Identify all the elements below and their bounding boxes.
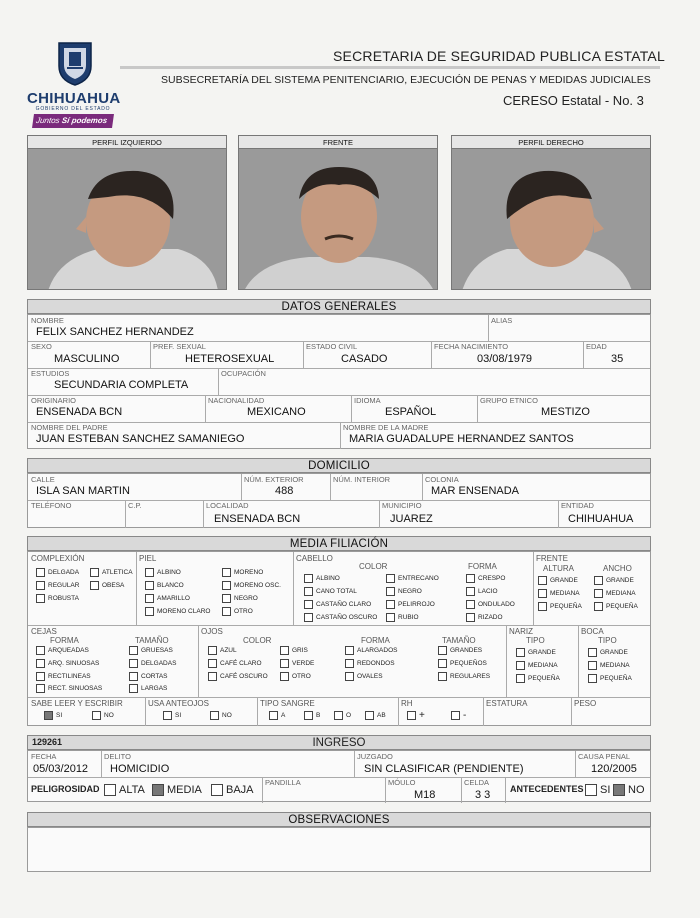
- cabello-albino[interactable]: ALBINO: [304, 574, 340, 583]
- ingreso-panel: [27, 750, 651, 802]
- idioma-value: ESPAÑOL: [385, 406, 437, 418]
- antecedentes-label: ANTECEDENTES: [510, 784, 584, 794]
- nariz-grande[interactable]: GRANDE: [516, 648, 556, 657]
- calle-value: ISLA SAN MARTIN: [36, 485, 130, 497]
- cejas-forma-heading: FORMA: [50, 636, 79, 645]
- media-filiacion-panel: [27, 551, 651, 726]
- estado-civil-value: CASADO: [341, 353, 388, 365]
- entidad-value: CHIHUAHUA: [568, 513, 634, 525]
- sangre-ab[interactable]: AB: [365, 711, 386, 720]
- piel-moreno-claro[interactable]: MORENO CLARO: [145, 607, 210, 616]
- cejas-cortas[interactable]: CORTAS: [129, 672, 168, 681]
- calle-label: CALLE: [31, 475, 55, 484]
- domicilio-panel: [27, 473, 651, 528]
- ojos-otro[interactable]: OTRO: [280, 672, 311, 681]
- nariz-tipo-heading: TIPO: [526, 636, 545, 645]
- frente-altura-pequena[interactable]: PEQUEÑA: [538, 602, 582, 611]
- nariz-mediana[interactable]: MEDIANA: [516, 661, 558, 670]
- localidad-value: ENSENADA BCN: [214, 513, 301, 525]
- sabe-leer-no[interactable]: NO: [92, 711, 114, 720]
- observaciones-heading: OBSERVACIONES: [27, 812, 651, 827]
- anteojos-si[interactable]: SI: [163, 711, 181, 720]
- observaciones-area[interactable]: [27, 827, 651, 872]
- rh-heading: RH: [401, 699, 413, 708]
- photo-left-profile: [27, 135, 227, 290]
- logo-tagline-a: Juntos: [35, 116, 61, 125]
- sexo-value: MASCULINO: [54, 353, 120, 365]
- frente-ancho-grande[interactable]: GRANDE: [594, 576, 634, 585]
- modulo-value: M18: [414, 789, 436, 801]
- cejas-rect-sinuosas[interactable]: RECT. SINUOSAS: [36, 684, 102, 693]
- photo-front: [238, 135, 438, 290]
- logo-tagline: [32, 114, 114, 128]
- cabello-entrecano[interactable]: ENTRECANO: [386, 574, 439, 583]
- media-filiacion-heading: MEDIA FILIACIÓN: [27, 536, 651, 551]
- num-interior-label: NÚM. INTERIOR: [333, 475, 391, 484]
- causa-penal-label: CAUSA PENAL: [578, 752, 631, 761]
- ojos-azul[interactable]: AZUL: [208, 646, 237, 655]
- edad-label: EDAD: [586, 342, 607, 351]
- sabe-leer-heading: SABE LEER Y ESCRIBIR: [31, 699, 123, 708]
- colonia-label: COLONIA: [425, 475, 459, 484]
- ojos-gris[interactable]: GRIS: [280, 646, 308, 655]
- antecedentes-si[interactable]: SI: [585, 784, 610, 796]
- estatura-heading: ESTATURA: [486, 699, 528, 708]
- juzgado-value: SIN CLASIFICAR (PENDIENTE): [364, 763, 524, 775]
- state-seal-icon: [55, 40, 95, 86]
- sexo-label: SEXO: [31, 342, 52, 351]
- complexion-obesa[interactable]: OBESA: [90, 581, 124, 590]
- edad-value: 35: [611, 353, 624, 365]
- nacionalidad-label: NACIONALIDAD: [208, 396, 265, 405]
- grupo-etnico-value: MESTIZO: [541, 406, 590, 418]
- ingreso-id: 129261: [32, 737, 63, 747]
- antecedentes-no[interactable]: NO: [613, 784, 645, 796]
- anteojos-no[interactable]: NO: [210, 711, 232, 720]
- fecha-value: 05/03/2012: [33, 763, 89, 775]
- tipo-sangre-heading: TIPO SANGRE: [260, 699, 315, 708]
- rh-minus[interactable]: -: [451, 711, 466, 720]
- ojos-alargados[interactable]: ALARGADOS: [345, 646, 397, 655]
- left-profile-silhouette-icon: [28, 149, 227, 290]
- delito-label: DELITO: [104, 752, 131, 761]
- modulo-label: MÓULO: [388, 778, 416, 787]
- nariz-heading: NARIZ: [509, 627, 533, 636]
- title-rule: [120, 66, 660, 69]
- nombre-label: NOMBRE: [31, 316, 64, 325]
- localidad-label: LOCALIDAD: [206, 501, 249, 510]
- photo-right-label: PERFIL DERECHO: [452, 136, 650, 149]
- nombre-value: FELIX SANCHEZ HERNANDEZ: [36, 326, 194, 338]
- pref-sexual-label: PREF. SEXUAL: [153, 342, 206, 351]
- ojos-redondos[interactable]: REDONDOS: [345, 659, 395, 668]
- celda-value: 3 3: [475, 789, 491, 801]
- ojos-verde[interactable]: VERDE: [280, 659, 314, 668]
- estado-civil-label: ESTADO CIVIL: [306, 342, 358, 351]
- cabello-color-heading: COLOR: [359, 562, 388, 571]
- complexion-atletica[interactable]: ATLETICA: [90, 568, 133, 577]
- nariz-pequena[interactable]: PEQUEÑA: [516, 674, 560, 683]
- municipio-label: MUNICIPIO: [382, 501, 422, 510]
- ocupacion-label: OCUPACIÓN: [221, 369, 266, 378]
- logo-tagline-b: Sí podemos: [61, 116, 108, 125]
- peligrosidad-media[interactable]: MEDIA: [152, 784, 202, 796]
- estudios-value: SECUNDARIA COMPLETA: [54, 379, 189, 391]
- boca-tipo-heading: TIPO: [598, 636, 617, 645]
- cabello-castano-oscuro[interactable]: CASTAÑO OSCURO: [304, 613, 377, 622]
- cejas-gruesas[interactable]: GRUESAS: [129, 646, 173, 655]
- photo-right-profile: [451, 135, 651, 290]
- boca-mediana[interactable]: MEDIANA: [588, 661, 630, 670]
- cabello-crespo[interactable]: CRESPO: [466, 574, 505, 583]
- grupo-etnico-label: GRUPO ETNICO: [480, 396, 538, 405]
- cejas-arq-sinuosas[interactable]: ARQ. SINUOSAS: [36, 659, 99, 668]
- nacionalidad-value: MEXICANO: [247, 406, 306, 418]
- datos-generales-panel: [27, 314, 651, 449]
- sangre-o[interactable]: O: [334, 711, 351, 720]
- boca-pequena[interactable]: PEQUEÑA: [588, 674, 632, 683]
- cabello-cano-total[interactable]: CANO TOTAL: [304, 587, 357, 596]
- fecha-nacimiento-value: 03/08/1979: [477, 353, 533, 365]
- padre-value: JUAN ESTEBAN SANCHEZ SAMANIEGO: [36, 433, 245, 445]
- cabello-rubio[interactable]: RUBIO: [386, 613, 419, 622]
- cejas-rectilineas[interactable]: RECTILINEAS: [36, 672, 91, 681]
- right-profile-silhouette-icon: [452, 149, 651, 290]
- boca-heading: BOCA: [581, 627, 604, 636]
- ingreso-bar: [27, 735, 651, 750]
- fecha-nacimiento-label: FECHA NACIMIENTO: [434, 342, 509, 351]
- cejas-tamano-heading: TAMAÑO: [135, 636, 169, 645]
- cp-label: C.P.: [128, 501, 142, 510]
- municipio-value: JUAREZ: [390, 513, 433, 525]
- logo-government-label: GOBIERNO DEL ESTADO: [35, 106, 111, 112]
- domicilio-heading: DOMICILIO: [27, 458, 651, 473]
- ojos-color-heading: COLOR: [243, 636, 272, 645]
- ojos-tamano-heading: TAMAÑO: [442, 636, 476, 645]
- facility-name: CERESO Estatal - No. 3: [503, 93, 644, 108]
- cabello-pelirrojo[interactable]: PELIRROJO: [386, 600, 435, 609]
- ojos-forma-heading: FORMA: [361, 636, 390, 645]
- celda-label: CELDA: [464, 778, 490, 787]
- sabe-leer-si[interactable]: SI: [44, 711, 62, 720]
- piel-blanco[interactable]: BLANCO: [145, 581, 184, 590]
- pandilla-label: PANDILLA: [265, 778, 301, 787]
- fecha-label: FECHA: [31, 752, 57, 761]
- sangre-a[interactable]: A: [269, 711, 285, 720]
- rh-plus[interactable]: +: [407, 711, 425, 720]
- cabello-castano-claro[interactable]: CASTAÑO CLARO: [304, 600, 371, 609]
- boca-grande[interactable]: GRANDE: [588, 648, 628, 657]
- madre-label: NOMBRE DE LA MADRE: [343, 423, 429, 432]
- complexion-delgada[interactable]: DELGADA: [36, 568, 79, 577]
- padre-label: NOMBRE DEL PADRE: [31, 423, 108, 432]
- idioma-label: IDIOMA: [354, 396, 381, 405]
- cabello-ondulado[interactable]: ONDULADO: [466, 600, 515, 609]
- num-exterior-value: 488: [275, 485, 294, 497]
- cabello-negro[interactable]: NEGRO: [386, 587, 422, 596]
- peligrosidad-label: PELIGROSIDAD: [31, 784, 100, 794]
- ojos-ovales[interactable]: OVALES: [345, 672, 383, 681]
- originario-value: ENSENADA BCN: [36, 406, 123, 418]
- ingreso-heading: INGRESO: [312, 737, 366, 749]
- frente-ancho-pequena[interactable]: PEQUEÑA: [594, 602, 638, 611]
- frente-altura-heading: ALTURA: [543, 564, 574, 573]
- piel-moreno[interactable]: MORENO: [222, 568, 263, 577]
- front-face-silhouette-icon: [239, 149, 438, 290]
- state-logo: [27, 40, 119, 134]
- ojos-heading: OJOS: [201, 627, 223, 636]
- photo-left-label: PERFIL IZQUIERDO: [28, 136, 226, 149]
- cejas-delgadas[interactable]: DELGADAS: [129, 659, 176, 668]
- cejas-largas[interactable]: LARGAS: [129, 684, 167, 693]
- juzgado-label: JUZGADO: [357, 752, 393, 761]
- frente-altura-grande[interactable]: GRANDE: [538, 576, 578, 585]
- cabello-lacio[interactable]: LACIO: [466, 587, 498, 596]
- alias-label: ALIAS: [491, 316, 513, 325]
- usa-anteojos-heading: USA ANTEOJOS: [148, 699, 209, 708]
- datos-generales-heading: DATOS GENERALES: [27, 299, 651, 314]
- page-title: SECRETARIA DE SEGURIDAD PUBLICA ESTATAL: [333, 48, 665, 64]
- logo-state-name: CHIHUAHUA: [27, 90, 121, 107]
- cabello-heading: CABELLO: [296, 554, 333, 563]
- cabello-forma-heading: FORMA: [468, 562, 497, 571]
- ojos-cafe-claro[interactable]: CAFÉ CLARO: [208, 659, 262, 668]
- piel-moreno-osc[interactable]: MORENO OSC.: [222, 581, 281, 590]
- piel-negro[interactable]: NEGRO: [222, 594, 258, 603]
- piel-albino[interactable]: ALBINO: [145, 568, 181, 577]
- sangre-b[interactable]: B: [304, 711, 320, 720]
- complexion-regular[interactable]: REGULAR: [36, 581, 79, 590]
- telefono-label: TELÉFONO: [31, 501, 72, 510]
- complexion-heading: COMPLEXIÓN: [31, 554, 85, 563]
- cejas-heading: CEJAS: [31, 627, 57, 636]
- page-subtitle: SUBSECRETARÍA DEL SISTEMA PENITENCIARIO, EJECUCIÓN DE PENAS Y MEDIDAS JUDICIALES: [161, 74, 651, 86]
- piel-amarillo[interactable]: AMARILLO: [145, 594, 190, 603]
- ojos-regulares[interactable]: REGULARES: [438, 672, 490, 681]
- originario-label: ORIGINARIO: [31, 396, 77, 405]
- causa-penal-value: 120/2005: [591, 763, 637, 775]
- peligrosidad-baja[interactable]: BAJA: [211, 784, 254, 796]
- estudios-label: ESTUDIOS: [31, 369, 70, 378]
- complexion-robusta[interactable]: ROBUSTA: [36, 594, 79, 603]
- num-exterior-label: NÚM. EXTERIOR: [244, 475, 304, 484]
- ojos-pequenos[interactable]: PEQUEÑOS: [438, 659, 487, 668]
- cejas-arqueadas[interactable]: ARQUEADAS: [36, 646, 89, 655]
- piel-otro[interactable]: OTRO: [222, 607, 253, 616]
- photo-front-label: FRENTE: [239, 136, 437, 149]
- frente-ancho-mediana[interactable]: MEDIANA: [594, 589, 636, 598]
- piel-heading: PIEL: [139, 554, 157, 563]
- delito-value: HOMICIDIO: [110, 763, 170, 775]
- ojos-cafe-oscuro[interactable]: CAFÉ OSCURO: [208, 672, 268, 681]
- frente-altura-mediana[interactable]: MEDIANA: [538, 589, 580, 598]
- peso-heading: PESO: [574, 699, 597, 708]
- frente-heading: FRENTE: [536, 554, 568, 563]
- colonia-value: MAR ENSENADA: [431, 485, 520, 497]
- madre-value: MARIA GUADALUPE HERNANDEZ SANTOS: [349, 433, 574, 445]
- peligrosidad-alta[interactable]: ALTA: [104, 784, 145, 796]
- frente-ancho-heading: ANCHO: [603, 564, 632, 573]
- entidad-label: ENTIDAD: [561, 501, 594, 510]
- pref-sexual-value: HETEROSEXUAL: [185, 353, 275, 365]
- cabello-rizado[interactable]: RIZADO: [466, 613, 503, 622]
- ojos-grandes[interactable]: GRANDES: [438, 646, 482, 655]
